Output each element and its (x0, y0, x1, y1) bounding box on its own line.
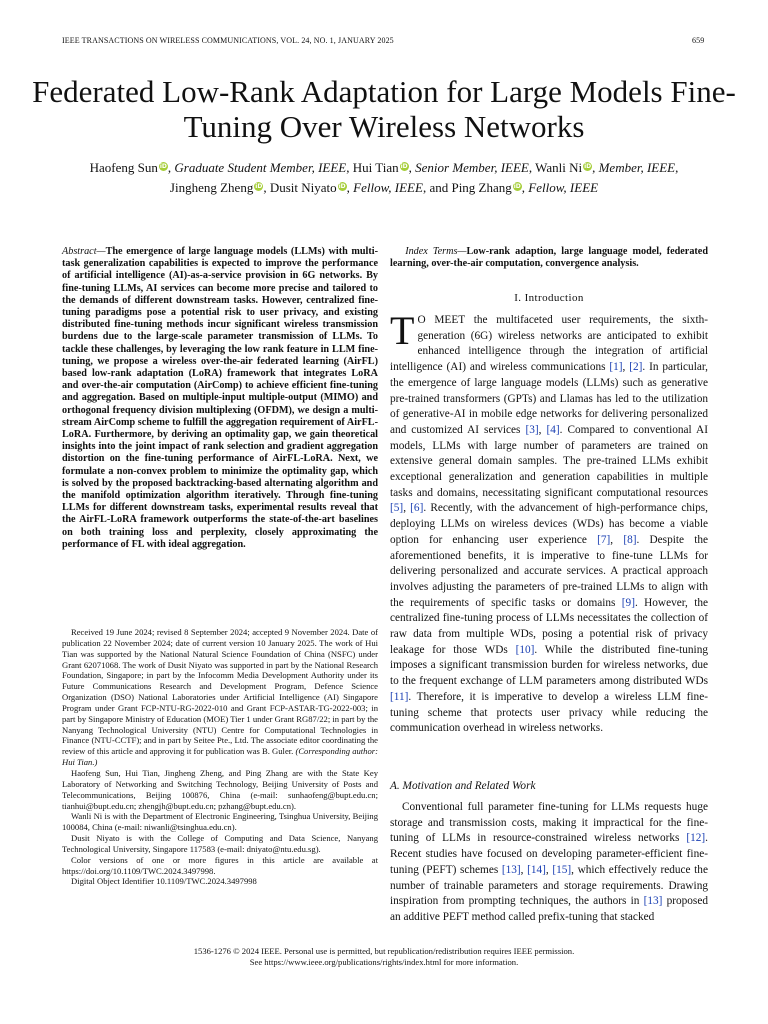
citation-link[interactable]: [1] (609, 361, 623, 374)
citation-link[interactable]: [15] (552, 863, 572, 876)
citation-link[interactable]: [8] (623, 533, 637, 546)
orcid-icon[interactable]: iD (338, 183, 346, 190)
footnote-color-versions: Color versions of one or more figures in this article are available at https://doi.org/10.1109/TWC.2024.3497998. (62, 854, 378, 876)
footnotes (62, 627, 378, 887)
page-number: 659 (692, 36, 705, 45)
citation-link[interactable]: [9] (621, 596, 635, 609)
subsection-heading: A. Motivation and Related Work (390, 780, 536, 792)
author-name: Hui Tian (352, 160, 399, 175)
author-name: Haofeng Sun (89, 160, 158, 175)
author-role: Fellow, IEEE (528, 180, 599, 195)
orcid-icon[interactable]: iD (255, 183, 263, 190)
footnote-doi: Digital Object Identifier 10.1109/TWC.2024.3497998 (71, 876, 257, 887)
citation-link[interactable]: [2] (629, 361, 643, 374)
citation-link[interactable]: [4] (546, 423, 560, 436)
citation-link[interactable]: [13] (501, 863, 521, 876)
index-terms-label: Index Terms (405, 246, 458, 257)
footnote-affiliation: Wanli Ni is with the Department of Electronic Engineering, Tsinghua University, Beijing 100084, China (e-mail: niwanli@tsinghua.edu.cn). (62, 811, 378, 833)
footnote-affiliation: Haofeng Sun, Hui Tian, Jingheng Zheng, and Ping Zhang are with the State Key Laboratory of Networking and Switching Technology, Beijing University of Posts and Telecommunications, Beijing 100876, China (e-mail: sunhaofeng@bupt.edu.cn; tianhui@bupt.edu.cn; zhengjh@bupt.edu.cn; pzhang@bupt.edu.cn). (62, 767, 378, 811)
rights-url-line: See https://www.ieee.org/publications/rights/index.html for more information. (249, 957, 519, 967)
intro-body: the multifaceted user requirements, the sixth-generation (6G) wireless networks are anticipated to exhibit enhanced intelligence through the integration of artificial intelligence (AI) and wireless communications [1], [2]. In particular, the emergence of large language models (LLMs) such as generative pre-trained transformers (GPTs) and Llamas has led to the utilization of generative-AI in mobile edge networks for delivering personalized and customized AI services [3], [4]. Compared to conventional AI models, LLMs with large number of parameters are trained on extensive general domain samples. The pre-trained LLMs exhibit exceptional generalization and generation capabilities in multiple tasks and domains, necessitating significant computational resources [5], [6]. Recently, with the advancement of high-performance chips, deploying LLMs on wireless devices (WDs) has become a viable option for enhancing user experience [7], [8]. Despite the aforementioned benefits, it is imperative to fine-tune LLMs for delivering personalized and accurate services. A practical approach involves adjusting the parameters of pre-trained LLMs to align with the requirements of specific tasks or domains [9]. However, the centralized fine-tuning process of LLMs necessitates the collection of raw data from multiple WDs, posing a potential risk of privacy leakage for those WDs [10]. While the distributed fine-tuning imposes a significant transmission burden for wireless networks, due to the frequent exchange of LLM parameters among distributed WDs [11]. Therefore, it is imperative to develop a wireless LLM fine-tuning scheme that protects user privacy while reducing the communication overhead in wireless networks. (390, 314, 708, 735)
author-name: Dusit Niyato (269, 180, 337, 195)
drop-cap: T (390, 308, 415, 353)
intro-paragraph (390, 308, 708, 737)
author-name: Wanli Ni (535, 160, 583, 175)
index-terms: Index Terms—Low-rank adaption, large language model, federated learning, over-the-air computation, convergence analysis. (390, 246, 708, 270)
copyright-footer (0, 946, 768, 968)
footnote-affiliation: Dusit Niyato is with the College of Computing and Data Science, Nanyang Technological University, Singapore 117583 (e-mail: dniyato@ntu.edu.sg). (62, 833, 378, 854)
citation-link[interactable]: [5] (390, 502, 404, 515)
intro-lead: O MEET (417, 314, 465, 326)
citation-link[interactable]: [13] (643, 895, 663, 908)
running-header: IEEE TRANSACTIONS ON WIRELESS COMMUNICATIONS, VOL. 24, NO. 1, JANUARY 2025 (62, 36, 394, 45)
citation-link[interactable]: [10] (515, 643, 535, 656)
orcid-icon[interactable]: iD (513, 183, 521, 190)
citation-link[interactable]: [3] (525, 423, 539, 436)
citation-link[interactable]: [11] (390, 690, 409, 703)
footnote-received: Received 19 June 2024; revised 8 September 2024; accepted 9 November 2024. Date of publication 22 November 2024; date of current version 10 January 2025. The work of Hui Tian was supported by the National Natural Science Foundation of China (NSFC) under Grant 62071068. The work of Dusit Niyato was supported in part by the National Research Foundation, Singapore; in part by the Infocomm Media Development Authority under its Future Communications Research and Development Program, Defence Science Organization (DSO) National Laboratories under Artificial Intelligence (AI) Singapore Program under Grant FCP-NTU-RG-2022-010 and Grant FCP-ASTAR-TG-2022-003; in part by Singapore Ministry of Education (MOE) Tier 1 under Grant RG87/22; in part by the Nanyang Technological University (NTU) Centre for Computational Technologies in Finance (NTU-CCTF); and in part by Seitee Pte., Ltd. The associate editor coordinating the review of this article and approving it for publication was B. Guler. (Corresponding author: Hui Tian.) (62, 627, 378, 768)
citation-link[interactable]: [6] (410, 502, 424, 515)
author-role: Fellow, IEEE (353, 180, 423, 195)
abstract: Abstract—The emergence of large language models (LLMs) with multi-task generalization capabilities is expected to improve the performance of artificial intelligence (AI)-as-a-service provision in 6G networks. By fine-tuning LLMs, AI services can become more precise and tailored to the demands of different downstream tasks. However, centralized fine-tuning paradigms pose a potential risk to user privacy, and existing distributed fine-tuning methods incur significant wireless transmission burdens due to the large-scale parameter transmission of LLMs. To tackle these challenges, by leveraging the low rank feature in LLM fine-tuning, we propose a wireless over-the-air federated learning (AirFL) based low-rank adaptation (LoRA) framework that integrates LoRA and over-the-air computation (AirComp) to achieve efficient fine-tuning and aggregation. Based on multiple-input multiple-output (MIMO) and orthogonal frequency division multiplexing (OFDM), we design a multi-stream AirComp scheme to fulfill the aggregation requirement of AirFL-LoRA. Furthermore, by deriving an optimality gap, we gain theoretical insights into the joint impact of rank selection and gradient aggregation distortion on the fine-tuning performance of AirFL-LoRA. Next, we formulate a non-convex problem to minimize the optimality gap, which is solved by the proposed backtracking-based alternating algorithm and the manifold optimization algorithm iteratively. Through fine-tuning LLMs for different downstream tasks, experimental results reveal that the AirFL-LoRA framework outperforms the state-of-the-art baselines on both training loss and perplexity, closely approximating the performance of FL with ideal aggregation. (62, 246, 378, 550)
citation-link[interactable]: [12] (686, 832, 706, 845)
author-role: Graduate Student Member, IEEE (174, 160, 347, 175)
author-name: Jingheng Zheng (169, 180, 254, 195)
paper-title: Federated Low-Rank Adaptation for Large Models Fine-Tuning Over Wireless Networks (32, 74, 736, 144)
copyright-line: 1536-1276 © 2024 IEEE. Personal use is permitted, but republication/redistribution requires IEEE permission. (193, 946, 575, 956)
author-list: Haofeng Sun iD, Graduate Student Member, IEEE, Hui Tian iD, Senior Member, IEEE, Wanli Ni iD, Member, IEEE, Jingheng Zheng iD, Dusit Niyato iD, Fellow, IEEE, and Ping Zhang iD, Fellow, IEEE (89, 160, 679, 195)
orcid-icon[interactable]: iD (159, 163, 167, 170)
citation-link[interactable]: [14] (527, 863, 546, 876)
author-name: Ping Zhang (451, 180, 512, 195)
abstract-text: The emergence of large language models (LLMs) with multi-task generalization capabilities is expected to improve the performance of artificial intelligence (AI)-as-a-service provision in 6G networks. By fine-tuning LLMs, AI services can become more precise and tailored to the demands of different downstream tasks. However, centralized fine-tuning paradigms pose a potential risk to user privacy, and existing distributed fine-tuning methods incur significant wireless transmission burdens due to the large-scale parameter transmission of LLMs. To tackle these challenges, by leveraging the low rank feature in LLM fine-tuning, we propose a wireless over-the-air federated learning (AirFL) based low-rank adaptation (LoRA) framework that integrates LoRA and over-the-air computation (AirComp) to achieve efficient fine-tuning and aggregation. Based on multiple-input multiple-output (MIMO) and orthogonal frequency division multiplexing (OFDM), we design a multi-stream AirComp scheme to fulfill the aggregation requirement of AirFL-LoRA. Furthermore, by deriving an optimality gap, we gain theoretical insights into the joint impact of rank selection and gradient aggregation distortion on the fine-tuning performance of AirFL-LoRA. Next, we formulate a non-convex problem to minimize the optimality gap, which is solved by the proposed backtracking-based alternating algorithm and the manifold optimization algorithm iteratively. Through fine-tuning LLMs for different downstream tasks, experimental results reveal that the AirFL-LoRA framework outperforms the state-of-the-art baselines on both training loss and perplexity, closely approximating the performance of FL with ideal aggregation. (62, 246, 378, 550)
corresponding-author: (Corresponding author: Hui Tian.) (62, 746, 378, 768)
author-role: Senior Member, IEEE (415, 160, 529, 175)
index-terms-text: Low-rank adaption, large language model, federated learning, over-the-air computation, convergence analysis. (390, 246, 708, 270)
citation-link[interactable]: [7] (597, 533, 611, 546)
orcid-icon[interactable]: iD (400, 163, 408, 170)
motivation-paragraph: Conventional full parameter fine-tuning for LLMs requests huge storage and transmission costs, making it impractical for the fine-tuning of LLMs in resource-constrained wireless networks [12]. Recent studies have focused on developing parameter-efficient fine-tuning (PEFT) schemes [13], [14], [15], which effectively reduce the number of trainable parameters and storage requirements. Drawing inspiration from prompting techniques, the authors in [13] proposed an additive PEFT method called prefix-tuning that stacked (390, 801, 708, 923)
author-role: Member, IEEE (598, 160, 676, 175)
abstract-label: Abstract (62, 246, 97, 257)
orcid-icon[interactable]: iD (584, 163, 592, 170)
section-heading: I. Introduction (514, 292, 584, 304)
